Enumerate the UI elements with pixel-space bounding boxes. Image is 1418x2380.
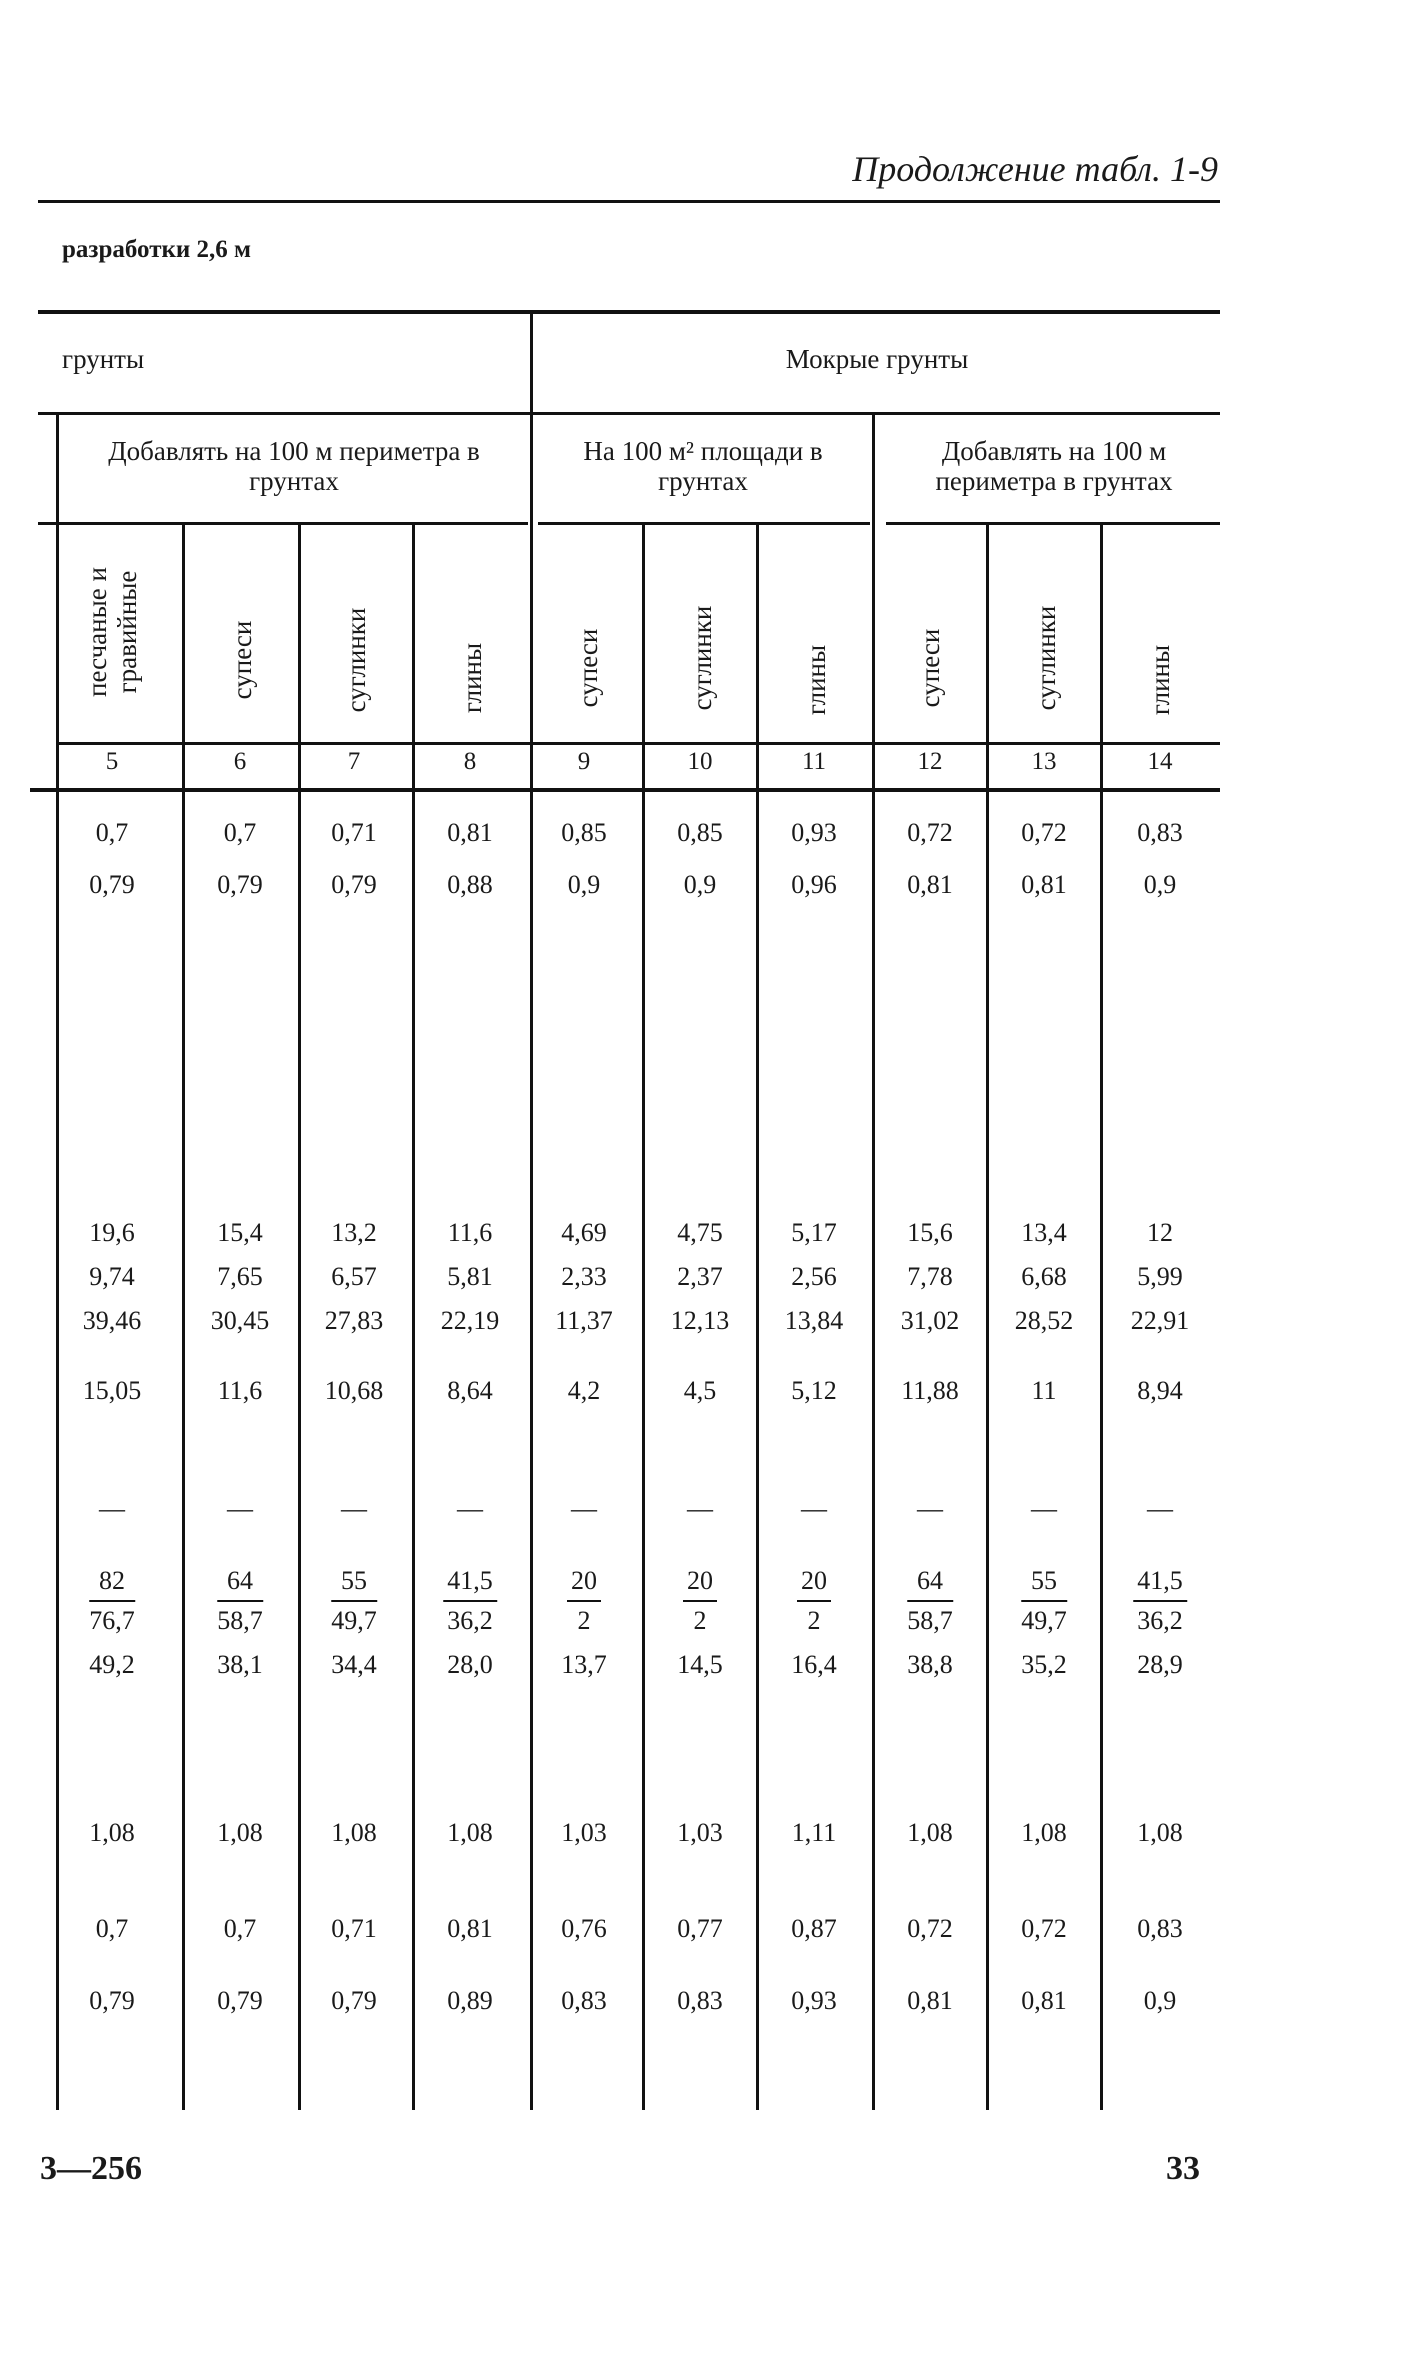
table-cell: 0,79 bbox=[89, 870, 135, 899]
subgroup-header-2: На 100 м² площади в грунтах bbox=[583, 436, 823, 496]
table-cell: 1,08 bbox=[447, 1818, 493, 1847]
fraction-cell bbox=[907, 1562, 953, 1640]
table-cell: 0,71 bbox=[331, 1914, 377, 1943]
table-cell: 13,4 bbox=[1021, 1218, 1067, 1247]
table-cell: — bbox=[1147, 1494, 1173, 1523]
fraction-cell bbox=[567, 1562, 601, 1640]
table-cell: 1,08 bbox=[1021, 1818, 1067, 1847]
table-cell: — bbox=[457, 1494, 483, 1523]
subgroup-rule-left bbox=[38, 522, 528, 525]
table-cell: 7,65 bbox=[217, 1262, 263, 1291]
col-header-11: глины bbox=[801, 644, 831, 716]
table-cell: 0,96 bbox=[791, 870, 837, 899]
table-cell: 1,03 bbox=[677, 1818, 723, 1847]
table-cell: 0,88 bbox=[447, 870, 493, 899]
fraction-denominator: 58,7 bbox=[907, 1606, 953, 1635]
table-cell: 16,4 bbox=[791, 1650, 837, 1679]
fraction-numerator: 64 bbox=[907, 1562, 953, 1602]
group-header-rule bbox=[38, 412, 1220, 415]
table-cell: 11 bbox=[1031, 1376, 1057, 1405]
table-cell: — bbox=[917, 1494, 943, 1523]
table-cell: 0,93 bbox=[791, 1986, 837, 2015]
col-divider bbox=[1100, 522, 1103, 2110]
col-divider bbox=[642, 522, 645, 2110]
fraction-denominator: 36,2 bbox=[1137, 1606, 1183, 1635]
table-cell: 1,08 bbox=[907, 1818, 953, 1847]
table-cell: 19,6 bbox=[89, 1218, 135, 1247]
table-cell: 12,13 bbox=[670, 1306, 730, 1335]
fraction-numerator: 82 bbox=[89, 1562, 135, 1602]
fraction-cell bbox=[89, 1562, 135, 1640]
table-cell: 14,5 bbox=[677, 1650, 723, 1679]
page-code: 3—256 bbox=[40, 2150, 142, 2187]
table-cell: 1,11 bbox=[791, 1818, 837, 1847]
col-header-13: суглинки bbox=[1031, 605, 1061, 711]
subgroup-header-1: Добавлять на 100 м периметра в грунтах bbox=[108, 436, 480, 496]
table-cell: 8,64 bbox=[447, 1376, 493, 1405]
group-header-wet-soils: Мокрые грунты bbox=[785, 344, 969, 374]
colnum-rule bbox=[56, 742, 1220, 745]
table-cell: 39,46 bbox=[82, 1306, 142, 1335]
table-cell: 0,81 bbox=[907, 1986, 953, 2015]
fraction-cell bbox=[1133, 1562, 1187, 1640]
col-header-7: суглинки bbox=[341, 607, 371, 713]
fraction-numerator: 41,5 bbox=[1133, 1562, 1187, 1602]
table-cell: 22,91 bbox=[1130, 1306, 1190, 1335]
table-cell: 15,4 bbox=[217, 1218, 263, 1247]
table-cell: 0,72 bbox=[907, 818, 953, 847]
col-header-10: суглинки bbox=[687, 605, 717, 711]
fraction-numerator: 64 bbox=[217, 1562, 263, 1602]
fraction-denominator: 49,7 bbox=[331, 1606, 377, 1635]
table-cell: 1,03 bbox=[561, 1818, 607, 1847]
fraction-denominator: 2 bbox=[577, 1606, 591, 1635]
table-cell: 8,94 bbox=[1137, 1376, 1183, 1405]
table-cell: 5,81 bbox=[447, 1262, 493, 1291]
table-cell: 1,08 bbox=[331, 1818, 377, 1847]
continuation-title: Продолжение табл. 1-9 bbox=[852, 149, 1218, 189]
table-cell: 35,2 bbox=[1021, 1650, 1067, 1679]
table-cell: 13,84 bbox=[784, 1306, 844, 1335]
fraction-denominator: 36,2 bbox=[447, 1606, 493, 1635]
table-cell: 0,72 bbox=[907, 1914, 953, 1943]
table-cell: — bbox=[801, 1494, 827, 1523]
table-cell: 4,69 bbox=[561, 1218, 607, 1247]
table-cell: 5,17 bbox=[791, 1218, 837, 1247]
table-cell: 0,93 bbox=[791, 818, 837, 847]
fraction-denominator: 76,7 bbox=[89, 1606, 135, 1635]
col-number: 9 bbox=[577, 748, 591, 775]
table-cell: 0,72 bbox=[1021, 1914, 1067, 1943]
body-top-rule bbox=[30, 788, 1220, 792]
table-cell: 7,78 bbox=[907, 1262, 953, 1291]
table-cell: 0,83 bbox=[1137, 1914, 1183, 1943]
fraction-numerator: 55 bbox=[1021, 1562, 1067, 1602]
col-number: 6 bbox=[233, 748, 247, 775]
fraction-cell bbox=[683, 1562, 717, 1640]
fraction-cell bbox=[1021, 1562, 1067, 1640]
table-cell: 10,68 bbox=[324, 1376, 384, 1405]
table-cell: 38,1 bbox=[217, 1650, 263, 1679]
col-divider bbox=[56, 414, 59, 522]
table-cell: 0,71 bbox=[331, 818, 377, 847]
table-cell: 0,7 bbox=[223, 818, 257, 847]
fraction-numerator: 20 bbox=[683, 1562, 717, 1602]
table-cell: 49,2 bbox=[89, 1650, 135, 1679]
col-header-8: глины bbox=[457, 642, 487, 714]
table-cell: 0,9 bbox=[567, 870, 601, 899]
subgroup-rule-right bbox=[886, 522, 1220, 525]
table-cell: 0,9 bbox=[1143, 870, 1177, 899]
fraction-numerator: 20 bbox=[797, 1562, 831, 1602]
col-divider bbox=[756, 522, 759, 2110]
table-cell: 13,7 bbox=[561, 1650, 607, 1679]
table-cell: 0,85 bbox=[677, 818, 723, 847]
fraction-cell bbox=[331, 1562, 377, 1640]
col-number: 10 bbox=[687, 748, 713, 775]
col-number: 5 bbox=[105, 748, 119, 775]
table-cell: 28,0 bbox=[447, 1650, 493, 1679]
fraction-denominator: 2 bbox=[693, 1606, 707, 1635]
subgroup-rule-mid bbox=[538, 522, 870, 525]
col-divider bbox=[412, 522, 415, 2110]
fraction-numerator: 41,5 bbox=[443, 1562, 497, 1602]
table-cell: 0,79 bbox=[331, 870, 377, 899]
table-cell: 0,81 bbox=[447, 818, 493, 847]
table-cell: 31,02 bbox=[900, 1306, 960, 1335]
table-cell: 0,89 bbox=[447, 1986, 493, 2015]
col-number: 8 bbox=[463, 748, 477, 775]
table-cell: 6,57 bbox=[331, 1262, 377, 1291]
table-cell: 0,79 bbox=[217, 1986, 263, 2015]
table-cell: — bbox=[687, 1494, 713, 1523]
table-cell: — bbox=[99, 1494, 125, 1523]
col-divider bbox=[182, 522, 185, 2110]
table-cell: 34,4 bbox=[331, 1650, 377, 1679]
table-cell: 0,7 bbox=[95, 1914, 129, 1943]
table-cell: 0,87 bbox=[791, 1914, 837, 1943]
table-cell: 6,68 bbox=[1021, 1262, 1067, 1291]
fraction-cell bbox=[443, 1562, 497, 1640]
table-cell: 0,72 bbox=[1021, 818, 1067, 847]
col-header-5: песчаные и гравийные bbox=[82, 567, 142, 697]
col-header-12: супеси bbox=[915, 628, 945, 708]
table-cell: 13,2 bbox=[331, 1218, 377, 1247]
table-cell: 4,75 bbox=[677, 1218, 723, 1247]
table-cell: 12 bbox=[1147, 1218, 1173, 1247]
col-number: 7 bbox=[347, 748, 361, 775]
table-cell: 11,37 bbox=[555, 1306, 613, 1335]
col-header-6: супеси bbox=[227, 620, 257, 700]
top-rule bbox=[38, 200, 1220, 203]
table-cell: 38,8 bbox=[907, 1650, 953, 1679]
table-cell: 0,83 bbox=[1137, 818, 1183, 847]
table-cell: 0,79 bbox=[217, 870, 263, 899]
table-cell: 1,08 bbox=[217, 1818, 263, 1847]
table-cell: 2,33 bbox=[561, 1262, 607, 1291]
table-cell: 0,83 bbox=[677, 1986, 723, 2015]
table-cell: 2,56 bbox=[791, 1262, 837, 1291]
fraction-cell bbox=[217, 1562, 263, 1640]
col-divider bbox=[872, 414, 875, 2110]
subgroup-header-3: Добавлять на 100 м периметра в грунтах bbox=[935, 436, 1173, 496]
table-cell: 11,6 bbox=[447, 1218, 493, 1247]
table-cell: 22,19 bbox=[440, 1306, 500, 1335]
table-cell: — bbox=[1031, 1494, 1057, 1523]
table-cell: 1,08 bbox=[89, 1818, 135, 1847]
table-top-rule bbox=[38, 310, 1220, 314]
table-cell: 11,6 bbox=[217, 1376, 263, 1405]
col-header-9: супеси bbox=[573, 628, 603, 708]
table-cell: — bbox=[571, 1494, 597, 1523]
subtitle: разработки 2,6 м bbox=[62, 236, 252, 263]
table-cell: 28,9 bbox=[1137, 1650, 1183, 1679]
col-divider bbox=[56, 522, 59, 2110]
group-header-left: грунты bbox=[62, 344, 145, 374]
table-cell: 0,79 bbox=[331, 1986, 377, 2015]
table-cell: 28,52 bbox=[1014, 1306, 1074, 1335]
col-number: 13 bbox=[1031, 748, 1057, 775]
table-cell: 0,81 bbox=[1021, 870, 1067, 899]
table-cell: — bbox=[341, 1494, 367, 1523]
col-number: 11 bbox=[801, 748, 827, 775]
table-cell: 0,81 bbox=[1021, 1986, 1067, 2015]
table-cell: 4,2 bbox=[567, 1376, 601, 1405]
table-cell: 5,99 bbox=[1137, 1262, 1183, 1291]
col-number: 12 bbox=[917, 748, 943, 775]
col-number: 14 bbox=[1147, 748, 1173, 775]
table-cell: 0,9 bbox=[1143, 1986, 1177, 2015]
fraction-denominator: 49,7 bbox=[1021, 1606, 1067, 1635]
table-cell: 4,5 bbox=[683, 1376, 717, 1405]
table-cell: 0,76 bbox=[561, 1914, 607, 1943]
table-cell: 11,88 bbox=[901, 1376, 959, 1405]
table-cell: — bbox=[227, 1494, 253, 1523]
table-cell: 9,74 bbox=[89, 1262, 135, 1291]
table-cell: 30,45 bbox=[210, 1306, 270, 1335]
page-number: 33 bbox=[1166, 2150, 1200, 2187]
col-divider bbox=[530, 312, 533, 2110]
fraction-numerator: 55 bbox=[331, 1562, 377, 1602]
table-cell: 1,08 bbox=[1137, 1818, 1183, 1847]
fraction-numerator: 20 bbox=[567, 1562, 601, 1602]
table-cell: 0,81 bbox=[447, 1914, 493, 1943]
table-cell: 2,37 bbox=[677, 1262, 723, 1291]
table-cell: 0,7 bbox=[95, 818, 129, 847]
table-cell: 27,83 bbox=[324, 1306, 384, 1335]
table-cell: 0,79 bbox=[89, 1986, 135, 2015]
table-cell: 0,81 bbox=[907, 870, 953, 899]
table-cell: 5,12 bbox=[791, 1376, 837, 1405]
table-cell: 15,6 bbox=[907, 1218, 953, 1247]
table-cell: 15,05 bbox=[82, 1376, 142, 1405]
fraction-cell bbox=[797, 1562, 831, 1640]
col-divider bbox=[986, 522, 989, 2110]
table-cell: 0,85 bbox=[561, 818, 607, 847]
col-divider bbox=[298, 522, 301, 2110]
table-cell: 0,9 bbox=[683, 870, 717, 899]
table-cell: 0,77 bbox=[677, 1914, 723, 1943]
table-cell: 0,7 bbox=[223, 1914, 257, 1943]
table-cell: 0,83 bbox=[561, 1986, 607, 2015]
fraction-denominator: 2 bbox=[807, 1606, 821, 1635]
col-header-14: глины bbox=[1145, 644, 1175, 716]
fraction-denominator: 58,7 bbox=[217, 1606, 263, 1635]
